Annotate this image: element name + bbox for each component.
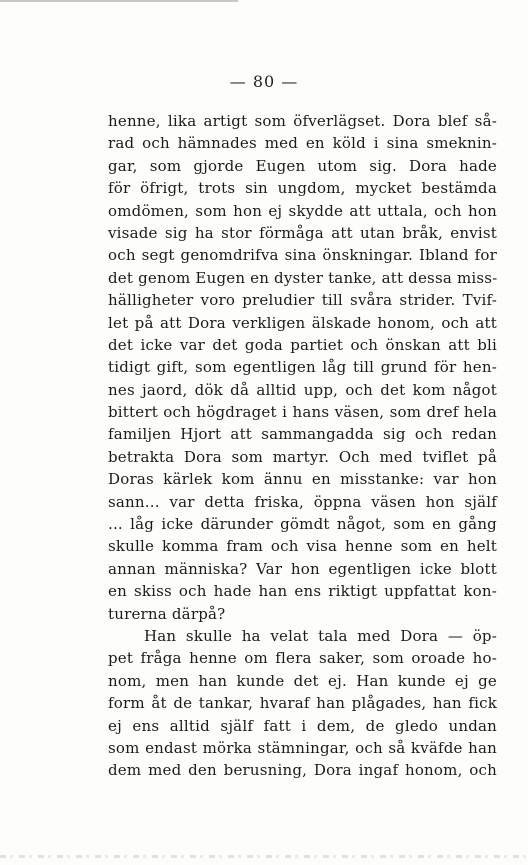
body-text [108,110,497,782]
text-line: ... låg icke därunder gömdt något, som en gång [108,515,497,534]
text-line: det icke var det goda partiet och önskan att bli [108,335,497,354]
text-line: en skiss och hade han ens riktigt uppfattat kon- [108,582,497,601]
text-line: omdömen, som hon ej skydde att uttala, och hon [108,201,497,220]
text-line: Doras kärlek kom ännu en misstanke: var hon [108,470,497,489]
bottom-edge-scan-noise [0,855,528,858]
text-line: gar, som gjorde Eugen utom sig. Dora hade [108,156,497,175]
text-line: betrakta Dora som martyr. Och med tviflet på [108,447,497,466]
text-line: skulle komma fram och visa henne som en helt [108,537,497,556]
text-line: det genom Eugen en dyster tanke, att dessa miss- [108,268,498,287]
top-edge-rule [0,0,238,2]
text-line: pet fråga henne om flera saker, som oroade ho- [108,649,497,668]
text-line: sann... var detta friska, öppna väsen hon själf [108,492,497,511]
text-line: henne, lika artigt som öfverlägset. Dora blef så- [108,112,497,130]
text-line: och segt genomdrifva sina önskningar. Ibland for [108,246,497,265]
text-line: ej ens alltid själf fatt i dem, de gledo undan [108,716,497,735]
text-line: annan människa? Var hon egentligen icke blott [108,559,497,578]
text-line: hälligheter voro preludier till svåra strider. Tvif- [108,291,497,310]
text-line: tidigt gift, som egentligen låg till grund för hen- [108,358,497,377]
text-line: rad och hämnades med en köld i sina smeknin- [108,134,497,153]
text-line: familjen Hjort att sammangadda sig och redan [108,425,497,444]
paragraph-end-line: turerna därpå? [108,604,226,623]
paragraph-start-line: Han skulle ha velat tala med Dora — öp- [144,626,497,645]
text-line: nom, men han kunde det ej. Han kunde ej ge [108,671,497,690]
text-line: let på att Dora verkligen älskade honom, och att [108,313,497,332]
text-line: form åt de tankar, hvaraf han plågades, han fick [108,694,497,713]
text-line: som endast mörka stämningar, och så kväfde han [108,738,497,757]
text-line: för öfrigt, trots sin ungdom, mycket bestämda [108,179,497,198]
text-line: bittert och högdraget i hans väsen, som dref hela [108,403,497,422]
text-line: nes jaord, dök då alltid upp, och det kom något [108,380,497,399]
page-number: — 80 — [229,72,299,91]
text-line: visade sig ha stor förmåga att utan bråk, envist [108,223,497,242]
text-line: dem med den berusning, Dora ingaf honom, och [108,761,497,780]
